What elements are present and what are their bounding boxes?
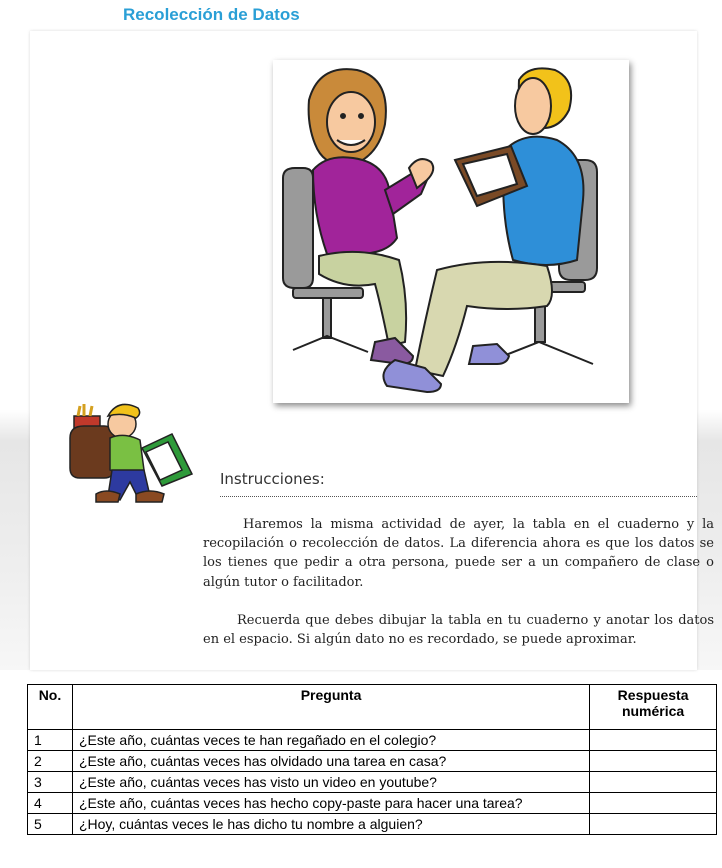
row-number: 5 [28,814,73,835]
row-question: ¿Este año, cuántas veces has visto un video en youtube? [72,772,589,793]
header-no: No. [28,685,73,730]
row-question: ¿Este año, cuántas veces has olvidado una tarea en casa? [72,751,589,772]
row-answer[interactable] [590,772,717,793]
table-header-row [28,685,717,730]
instructions-divider [220,496,697,497]
interview-illustration [273,60,629,403]
header-respuesta: Respuesta numérica [590,685,717,730]
table-row [28,793,717,814]
row-answer[interactable] [590,730,717,751]
table-row [28,751,717,772]
questions-table [27,684,717,835]
table-row [28,772,717,793]
row-number: 1 [28,730,73,751]
student-clipart [66,398,196,513]
row-answer[interactable] [590,751,717,772]
row-number: 3 [28,772,73,793]
instructions-paragraph-2: Recuerda que debes dibujar la tabla en tu cuaderno y anotar los datos en el espacio. Si algún dato no es recordado, se puede aproximar. [203,613,714,648]
row-number: 4 [28,793,73,814]
row-question: ¿Hoy, cuántas veces le has dicho tu nombre a alguien? [72,814,589,835]
row-number: 2 [28,751,73,772]
row-question: ¿Este año, cuántas veces te han regañado en el colegio? [72,730,589,751]
header-pregunta: Pregunta [72,685,589,730]
row-answer[interactable] [590,814,717,835]
instructions-paragraph-1: Haremos la misma actividad de ayer, la tabla en el cuaderno y la recopilación o recolección de datos. La diferencia ahora es que los datos se los tienes que pedir a otra persona, puede ser a un compañero de clase o algún tutor o facilitador. [203,517,714,590]
page-title: Recolección de Datos [123,5,300,24]
row-answer[interactable] [590,793,717,814]
row-question: ¿Este año, cuántas veces has hecho copy-paste para hacer una tarea? [72,793,589,814]
table-row [28,814,717,835]
table-row [28,730,717,751]
instructions-heading: Instrucciones: [220,470,325,488]
man-figure [383,68,583,392]
